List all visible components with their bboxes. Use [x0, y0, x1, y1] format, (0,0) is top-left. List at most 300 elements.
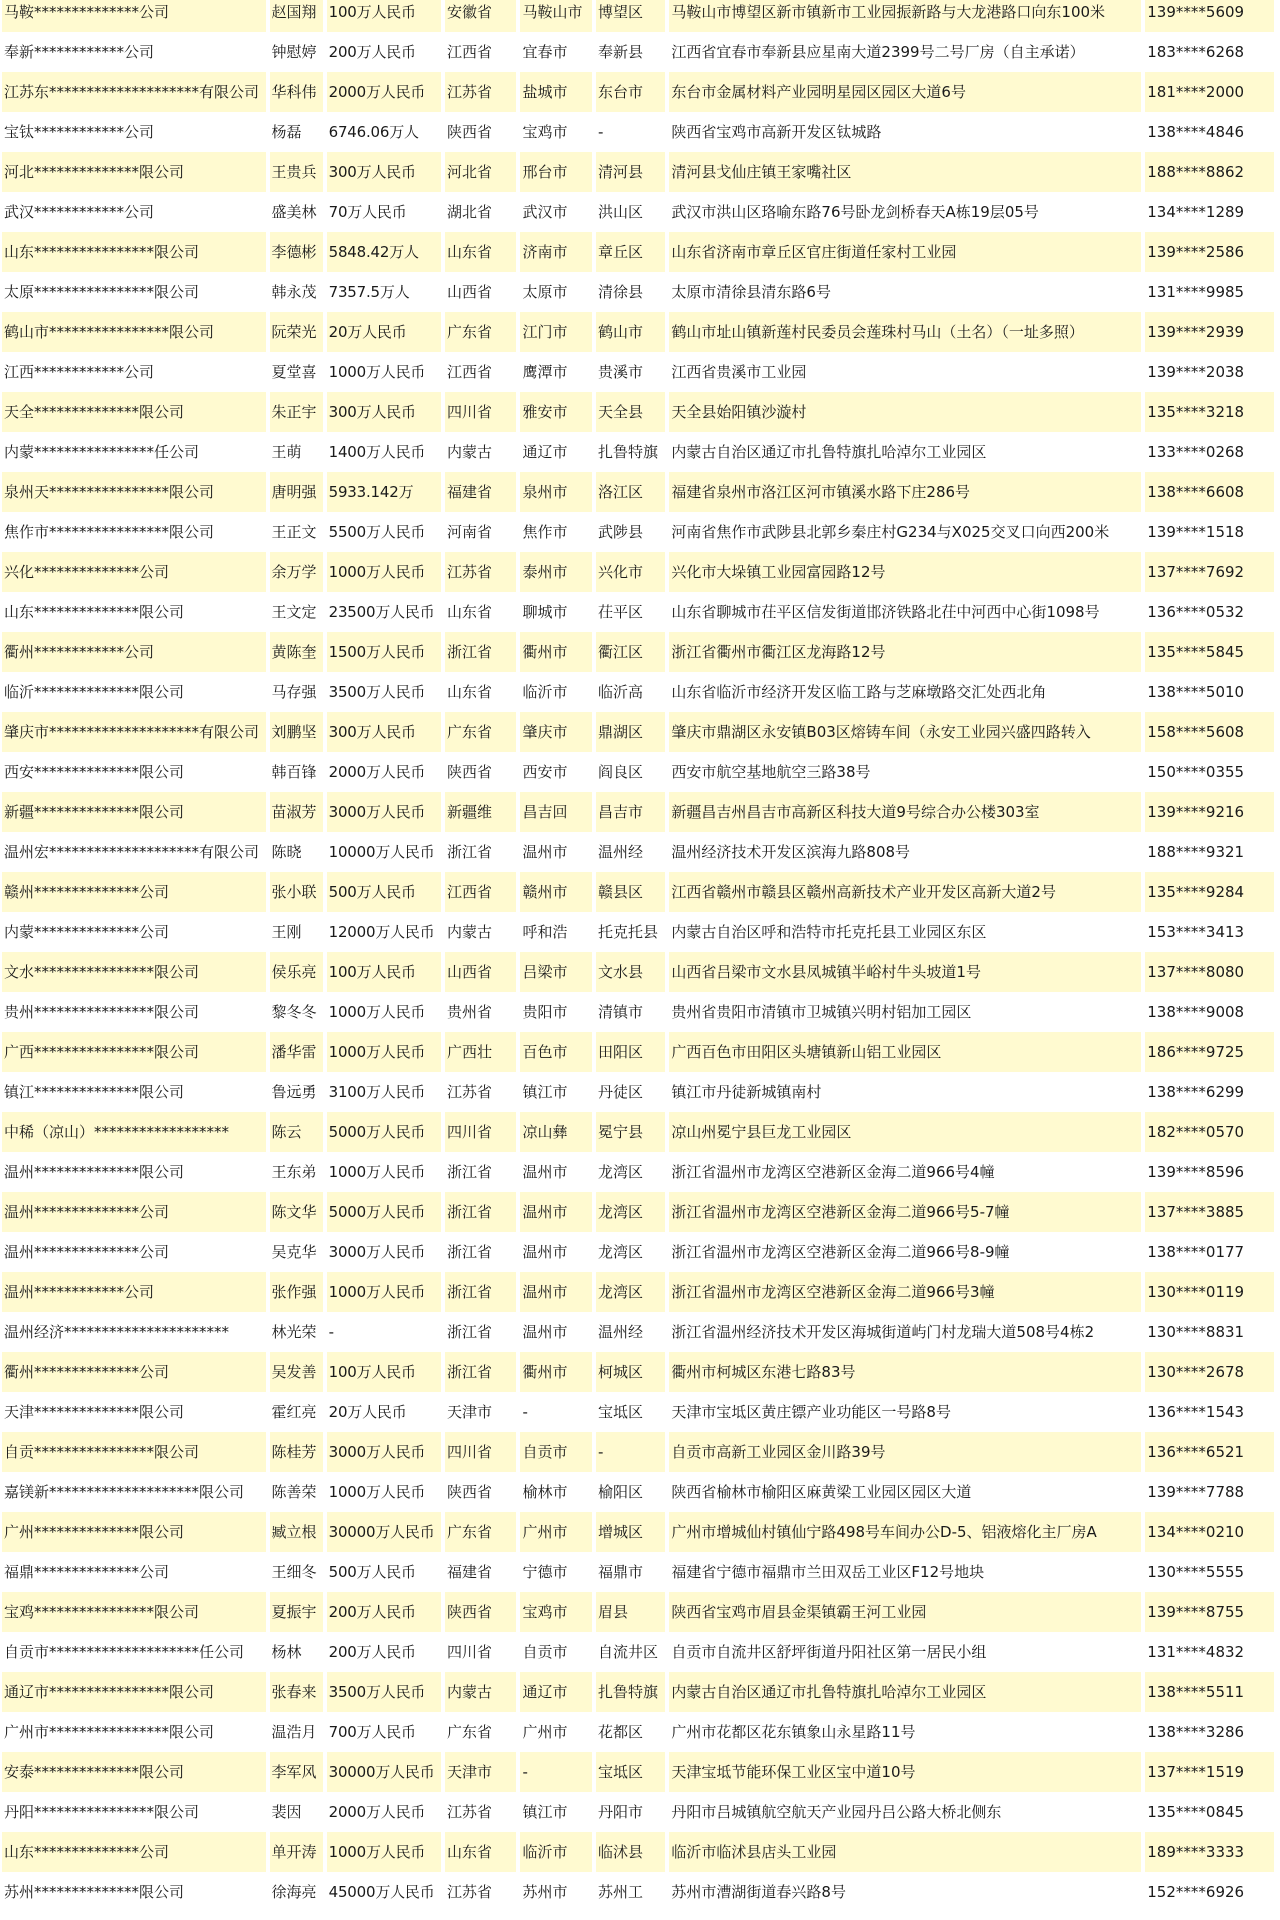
cell-company: 丹阳****************限公司: [2, 1792, 266, 1832]
table-row: [2, 1832, 1274, 1872]
cell-province: 福建省: [445, 1552, 516, 1592]
cell-capital: 1000万人民币: [327, 352, 441, 392]
cell-district: 榆阳区: [596, 1472, 665, 1512]
cell-district: 龙湾区: [596, 1232, 665, 1272]
cell-city: 鹰潭市: [520, 352, 591, 392]
table-row: [2, 392, 1274, 432]
cell-capital: 30000万人民币: [327, 1512, 441, 1552]
cell-phone: 130****8831: [1145, 1312, 1274, 1352]
cell-city: 宝鸡市: [520, 112, 591, 152]
cell-legal-person: 黎冬冬: [270, 992, 323, 1032]
cell-legal-person: 陈善荣: [270, 1472, 323, 1512]
cell-legal-person: 苗淑芳: [270, 792, 323, 832]
cell-province: 陕西省: [445, 1472, 516, 1512]
cell-legal-person: 王细冬: [270, 1552, 323, 1592]
cell-company: 天津**************限公司: [2, 1392, 266, 1432]
cell-province: 河南省: [445, 512, 516, 552]
cell-district: 田阳区: [596, 1032, 665, 1072]
table-row: [2, 512, 1274, 552]
cell-capital: 2000万人民币: [327, 1792, 441, 1832]
cell-company: 安泰**************限公司: [2, 1752, 266, 1792]
cell-company: 天全**************限公司: [2, 392, 266, 432]
cell-province: 浙江省: [445, 1272, 516, 1312]
cell-legal-person: 王刚: [270, 912, 323, 952]
cell-capital: 1000万人民币: [327, 1472, 441, 1512]
cell-phone: 139****8596: [1145, 1152, 1274, 1192]
cell-address: 内蒙古自治区通辽市扎鲁特旗扎哈淖尔工业园区: [669, 1672, 1141, 1712]
cell-capital: 1400万人民币: [327, 432, 441, 472]
cell-district: 贵溪市: [596, 352, 665, 392]
cell-city: 太原市: [520, 272, 591, 312]
cell-city: 泰州市: [520, 552, 591, 592]
table-row: [2, 32, 1274, 72]
cell-address: 江西省赣州市赣县区赣州高新技术产业开发区高新大道2号: [669, 872, 1141, 912]
cell-address: 丹阳市吕城镇航空航天产业园丹吕公路大桥北侧东: [669, 1792, 1141, 1832]
cell-address: 山东省聊城市茌平区信发街道邯济铁路北茌中河西中心街1098号: [669, 592, 1141, 632]
cell-province: 浙江省: [445, 1352, 516, 1392]
cell-capital: 20万人民币: [327, 1392, 441, 1432]
cell-legal-person: 杨磊: [270, 112, 323, 152]
cell-city: 聊城市: [520, 592, 591, 632]
cell-capital: 3000万人民币: [327, 1432, 441, 1472]
cell-phone: 139****9216: [1145, 792, 1274, 832]
table-row: [2, 1712, 1274, 1752]
cell-capital: 2000万人民币: [327, 752, 441, 792]
cell-company: 肇庆市********************有限公司: [2, 712, 266, 752]
cell-legal-person: 杨林: [270, 1632, 323, 1672]
cell-company: 中稀（凉山）******************: [2, 1112, 266, 1152]
cell-city: 江门市: [520, 312, 591, 352]
cell-legal-person: 王东弟: [270, 1152, 323, 1192]
cell-city: 温州市: [520, 832, 591, 872]
cell-phone: 138****0177: [1145, 1232, 1274, 1272]
cell-capital: 3500万人民币: [327, 672, 441, 712]
cell-district: 增城区: [596, 1512, 665, 1552]
table-row: [2, 672, 1274, 712]
cell-legal-person: 唐明强: [270, 472, 323, 512]
cell-province: 江西省: [445, 872, 516, 912]
cell-phone: 135****3218: [1145, 392, 1274, 432]
cell-capital: 1000万人民币: [327, 1272, 441, 1312]
cell-capital: 30000万人民币: [327, 1752, 441, 1792]
cell-phone: 183****6268: [1145, 32, 1274, 72]
table-row: [2, 1112, 1274, 1152]
cell-company: 温州**************公司: [2, 1232, 266, 1272]
cell-province: 山西省: [445, 272, 516, 312]
cell-city: 广州市: [520, 1712, 591, 1752]
cell-city: 贵阳市: [520, 992, 591, 1032]
cell-city: 镇江市: [520, 1792, 591, 1832]
cell-district: 冕宁县: [596, 1112, 665, 1152]
cell-city: 镇江市: [520, 1072, 591, 1112]
cell-legal-person: 裴因: [270, 1792, 323, 1832]
cell-phone: 138****6299: [1145, 1072, 1274, 1112]
cell-legal-person: 华科伟: [270, 72, 323, 112]
cell-city: 临沂市: [520, 672, 591, 712]
cell-phone: 134****0210: [1145, 1512, 1274, 1552]
cell-company: 通辽市****************限公司: [2, 1672, 266, 1712]
cell-phone: 139****8755: [1145, 1592, 1274, 1632]
table-row: [2, 72, 1274, 112]
cell-legal-person: 臧立根: [270, 1512, 323, 1552]
cell-company: 宝钛************公司: [2, 112, 266, 152]
cell-capital: 20万人民币: [327, 312, 441, 352]
cell-phone: 152****6926: [1145, 1872, 1274, 1912]
cell-capital: 12000万人民币: [327, 912, 441, 952]
cell-company: 广州**************限公司: [2, 1512, 266, 1552]
cell-district: 龙湾区: [596, 1272, 665, 1312]
cell-province: 陕西省: [445, 1592, 516, 1632]
cell-capital: 300万人民币: [327, 152, 441, 192]
cell-district: 赣县区: [596, 872, 665, 912]
table-row: [2, 872, 1274, 912]
cell-capital: 300万人民币: [327, 392, 441, 432]
table-row: [2, 792, 1274, 832]
cell-province: 湖北省: [445, 192, 516, 232]
cell-capital: 700万人民币: [327, 1712, 441, 1752]
table-row: [2, 1152, 1274, 1192]
cell-capital: 2000万人民币: [327, 72, 441, 112]
cell-company: 文水****************限公司: [2, 952, 266, 992]
cell-district: 清镇市: [596, 992, 665, 1032]
cell-company: 福鼎**************公司: [2, 1552, 266, 1592]
cell-company: 广西****************限公司: [2, 1032, 266, 1072]
cell-district: 阎良区: [596, 752, 665, 792]
cell-address: 福建省泉州市洛江区河市镇溪水路下庄286号: [669, 472, 1141, 512]
cell-city: 马鞍山市: [520, 0, 591, 32]
cell-district: 洛江区: [596, 472, 665, 512]
cell-company: 温州**************公司: [2, 1192, 266, 1232]
cell-city: 苏州市: [520, 1872, 591, 1912]
cell-company: 山东**************限公司: [2, 592, 266, 632]
table-row: [2, 592, 1274, 632]
cell-phone: 189****3333: [1145, 1832, 1274, 1872]
cell-district: 博望区: [596, 0, 665, 32]
cell-district: 龙湾区: [596, 1152, 665, 1192]
table-row: [2, 1432, 1274, 1472]
cell-capital: 1000万人民币: [327, 1152, 441, 1192]
cell-legal-person: 夏振宇: [270, 1592, 323, 1632]
cell-address: 贵州省贵阳市清镇市卫城镇兴明村铝加工园区: [669, 992, 1141, 1032]
cell-address: 温州经济技术开发区滨海九路808号: [669, 832, 1141, 872]
cell-address: 广州市花都区花东镇象山永星路11号: [669, 1712, 1141, 1752]
cell-phone: 135****0845: [1145, 1792, 1274, 1832]
cell-city: 宝鸡市: [520, 1592, 591, 1632]
table-body: [2, 0, 1274, 1912]
cell-address: 山西省吕梁市文水县凤城镇半峪村牛头坡道1号: [669, 952, 1141, 992]
cell-legal-person: 陈桂芳: [270, 1432, 323, 1472]
cell-province: 陕西省: [445, 752, 516, 792]
cell-phone: 158****5608: [1145, 712, 1274, 752]
cell-address: 天津市宝坻区黄庄镖产业功能区一号路8号: [669, 1392, 1141, 1432]
cell-province: 内蒙古: [445, 432, 516, 472]
cell-address: 浙江省温州市龙湾区空港新区金海二道966号3幢: [669, 1272, 1141, 1312]
cell-capital: 6746.06万人: [327, 112, 441, 152]
cell-company: 自贡市********************任公司: [2, 1632, 266, 1672]
cell-district: 扎鲁特旗: [596, 432, 665, 472]
cell-legal-person: 潘华雷: [270, 1032, 323, 1072]
cell-city: 广州市: [520, 1512, 591, 1552]
cell-company: 衢州************公司: [2, 632, 266, 672]
cell-address: 浙江省温州经济技术开发区海城街道屿门村龙瑞大道508号4栋2: [669, 1312, 1141, 1352]
cell-company: 焦作市****************限公司: [2, 512, 266, 552]
cell-province: 四川省: [445, 1112, 516, 1152]
table-row: [2, 952, 1274, 992]
cell-address: 天全县始阳镇沙漩村: [669, 392, 1141, 432]
cell-legal-person: 张作强: [270, 1272, 323, 1312]
cell-capital: 5000万人民币: [327, 1192, 441, 1232]
cell-province: 四川省: [445, 392, 516, 432]
cell-city: 温州市: [520, 1272, 591, 1312]
table-row: [2, 832, 1274, 872]
cell-district: 柯城区: [596, 1352, 665, 1392]
cell-address: 衢州市柯城区东港七路83号: [669, 1352, 1141, 1392]
cell-phone: 139****2038: [1145, 352, 1274, 392]
cell-legal-person: 马存强: [270, 672, 323, 712]
table-row: [2, 1072, 1274, 1112]
cell-company: 自贡****************限公司: [2, 1432, 266, 1472]
cell-address: 清河县戈仙庄镇王家嘴社区: [669, 152, 1141, 192]
cell-phone: 138****3286: [1145, 1712, 1274, 1752]
cell-capital: 500万人民币: [327, 1552, 441, 1592]
cell-phone: 188****8862: [1145, 152, 1274, 192]
cell-phone: 131****4832: [1145, 1632, 1274, 1672]
cell-company: 衢州**************公司: [2, 1352, 266, 1392]
cell-address: 凉山州冕宁县巨龙工业园区: [669, 1112, 1141, 1152]
cell-phone: 139****7788: [1145, 1472, 1274, 1512]
cell-company: 兴化**************公司: [2, 552, 266, 592]
cell-province: 四川省: [445, 1432, 516, 1472]
cell-district: 温州经: [596, 832, 665, 872]
cell-city: 榆林市: [520, 1472, 591, 1512]
cell-province: 江苏省: [445, 1792, 516, 1832]
cell-phone: 138****6608: [1145, 472, 1274, 512]
cell-legal-person: 刘鹏坚: [270, 712, 323, 752]
cell-district: 宝坻区: [596, 1752, 665, 1792]
cell-province: 浙江省: [445, 1312, 516, 1352]
cell-legal-person: 侯乐亮: [270, 952, 323, 992]
cell-legal-person: 赵国翔: [270, 0, 323, 32]
cell-province: 天津市: [445, 1392, 516, 1432]
cell-province: 江苏省: [445, 1872, 516, 1912]
cell-legal-person: 盛美林: [270, 192, 323, 232]
table-row: [2, 632, 1274, 672]
cell-city: 西安市: [520, 752, 591, 792]
cell-address: 自贡市高新工业园区金川路39号: [669, 1432, 1141, 1472]
cell-legal-person: 吴发善: [270, 1352, 323, 1392]
table-row: [2, 912, 1274, 952]
cell-phone: 137****8080: [1145, 952, 1274, 992]
cell-city: 盐城市: [520, 72, 591, 112]
cell-phone: 134****1289: [1145, 192, 1274, 232]
cell-phone: 138****9008: [1145, 992, 1274, 1032]
cell-address: 山东省济南市章丘区官庄街道任家村工业园: [669, 232, 1141, 272]
table-row: [2, 712, 1274, 752]
cell-address: 浙江省衢州市衢江区龙海路12号: [669, 632, 1141, 672]
cell-province: 四川省: [445, 1632, 516, 1672]
cell-city: 衢州市: [520, 632, 591, 672]
cell-district: 福鼎市: [596, 1552, 665, 1592]
cell-capital: 1500万人民币: [327, 632, 441, 672]
table-row: [2, 232, 1274, 272]
table-row: [2, 152, 1274, 192]
cell-capital: 1000万人民币: [327, 992, 441, 1032]
cell-company: 温州宏********************有限公司: [2, 832, 266, 872]
cell-district: 兴化市: [596, 552, 665, 592]
cell-capital: -: [327, 1312, 441, 1352]
cell-legal-person: 王萌: [270, 432, 323, 472]
cell-company: 温州**************限公司: [2, 1152, 266, 1192]
cell-legal-person: 王正文: [270, 512, 323, 552]
cell-phone: 138****5511: [1145, 1672, 1274, 1712]
cell-address: 河南省焦作市武陟县北郭乡秦庄村G234与X025交叉口向西200米: [669, 512, 1141, 552]
cell-legal-person: 单开涛: [270, 1832, 323, 1872]
table-row: [2, 0, 1274, 32]
cell-company: 武汉************公司: [2, 192, 266, 232]
cell-district: 清徐县: [596, 272, 665, 312]
cell-city: 自贡市: [520, 1632, 591, 1672]
cell-district: -: [596, 1432, 665, 1472]
table-row: [2, 312, 1274, 352]
cell-legal-person: 钟慰婷: [270, 32, 323, 72]
cell-province: 新疆维: [445, 792, 516, 832]
cell-phone: 139****2939: [1145, 312, 1274, 352]
cell-province: 山东省: [445, 592, 516, 632]
cell-province: 河北省: [445, 152, 516, 192]
cell-city: 焦作市: [520, 512, 591, 552]
cell-address: 自贡市自流井区舒坪街道丹阳社区第一居民小组: [669, 1632, 1141, 1672]
cell-address: 肇庆市鼎湖区永安镇B03区熔铸车间（永安工业园兴盛四路转入: [669, 712, 1141, 752]
cell-city: 通辽市: [520, 1672, 591, 1712]
cell-city: 温州市: [520, 1232, 591, 1272]
cell-district: 温州经: [596, 1312, 665, 1352]
cell-district: 龙湾区: [596, 1192, 665, 1232]
cell-city: 武汉市: [520, 192, 591, 232]
cell-province: 山东省: [445, 672, 516, 712]
cell-phone: 153****3413: [1145, 912, 1274, 952]
cell-legal-person: 韩百锋: [270, 752, 323, 792]
table-row: [2, 552, 1274, 592]
cell-district: 鹤山市: [596, 312, 665, 352]
cell-district: 武陟县: [596, 512, 665, 552]
cell-district: 天全县: [596, 392, 665, 432]
cell-district: 鼎湖区: [596, 712, 665, 752]
cell-address: 鹤山市址山镇新莲村民委员会莲珠村马山（土名）（一址多照）: [669, 312, 1141, 352]
cell-address: 广州市增城仙村镇仙宁路498号车间办公D-5、铝液熔化主厂房A: [669, 1512, 1141, 1552]
cell-province: 广西壮: [445, 1032, 516, 1072]
cell-legal-person: 徐海亮: [270, 1872, 323, 1912]
cell-phone: 182****0570: [1145, 1112, 1274, 1152]
table-row: [2, 1232, 1274, 1272]
cell-address: 武汉市洪山区珞喻东路76号卧龙剑桥春天A栋19层05号: [669, 192, 1141, 232]
cell-capital: 100万人民币: [327, 1352, 441, 1392]
cell-district: 丹阳市: [596, 1792, 665, 1832]
cell-address: 陕西省宝鸡市眉县金渠镇霸王河工业园: [669, 1592, 1141, 1632]
cell-district: 清河县: [596, 152, 665, 192]
cell-phone: 186****9725: [1145, 1032, 1274, 1072]
cell-city: 温州市: [520, 1312, 591, 1352]
table-row: [2, 1752, 1274, 1792]
cell-district: 托克托县: [596, 912, 665, 952]
cell-city: 衢州市: [520, 1352, 591, 1392]
cell-city: 宁德市: [520, 1552, 591, 1592]
cell-phone: 130****0119: [1145, 1272, 1274, 1312]
cell-district: 自流井区: [596, 1632, 665, 1672]
cell-district: -: [596, 112, 665, 152]
cell-company: 江西************公司: [2, 352, 266, 392]
cell-legal-person: 张春来: [270, 1672, 323, 1712]
cell-district: 宝坻区: [596, 1392, 665, 1432]
cell-address: 浙江省温州市龙湾区空港新区金海二道966号5-7幢: [669, 1192, 1141, 1232]
table-row: [2, 1192, 1274, 1232]
cell-province: 浙江省: [445, 632, 516, 672]
cell-district: 扎鲁特旗: [596, 1672, 665, 1712]
cell-province: 广东省: [445, 712, 516, 752]
table-row: [2, 192, 1274, 232]
table-row: [2, 992, 1274, 1032]
cell-company: 泉州天****************限公司: [2, 472, 266, 512]
cell-address: 江西省宜春市奉新县应星南大道2399号二号厂房（自主承诺）: [669, 32, 1141, 72]
cell-province: 广东省: [445, 312, 516, 352]
cell-company: 广州市****************限公司: [2, 1712, 266, 1752]
cell-address: 兴化市大垛镇工业园富园路12号: [669, 552, 1141, 592]
cell-capital: 200万人民币: [327, 1632, 441, 1672]
table-row: [2, 1312, 1274, 1352]
cell-city: 通辽市: [520, 432, 591, 472]
cell-address: 浙江省温州市龙湾区空港新区金海二道966号4幢: [669, 1152, 1141, 1192]
cell-province: 浙江省: [445, 1192, 516, 1232]
cell-phone: 130****2678: [1145, 1352, 1274, 1392]
cell-capital: 10000万人民币: [327, 832, 441, 872]
cell-capital: 5848.42万人: [327, 232, 441, 272]
cell-legal-person: 余万学: [270, 552, 323, 592]
cell-address: 太原市清徐县清东路6号: [669, 272, 1141, 312]
cell-province: 内蒙古: [445, 1672, 516, 1712]
cell-company: 内蒙**************公司: [2, 912, 266, 952]
cell-address: 陕西省榆林市榆阳区麻黄梁工业园区园区大道: [669, 1472, 1141, 1512]
cell-city: 吕梁市: [520, 952, 591, 992]
cell-district: 洪山区: [596, 192, 665, 232]
cell-capital: 3500万人民币: [327, 1672, 441, 1712]
cell-province: 江苏省: [445, 1072, 516, 1112]
table-row: [2, 1472, 1274, 1512]
cell-province: 江西省: [445, 32, 516, 72]
cell-phone: 138****4846: [1145, 112, 1274, 152]
cell-company: 临沂**************限公司: [2, 672, 266, 712]
cell-province: 山西省: [445, 952, 516, 992]
cell-capital: 200万人民币: [327, 32, 441, 72]
cell-company: 宝鸡****************限公司: [2, 1592, 266, 1632]
cell-province: 天津市: [445, 1752, 516, 1792]
cell-province: 山东省: [445, 1832, 516, 1872]
cell-capital: 5000万人民币: [327, 1112, 441, 1152]
cell-phone: 181****2000: [1145, 72, 1274, 112]
cell-capital: 5500万人民币: [327, 512, 441, 552]
cell-city: 温州市: [520, 1192, 591, 1232]
cell-company: 鹤山市****************限公司: [2, 312, 266, 352]
cell-legal-person: 王贵兵: [270, 152, 323, 192]
cell-legal-person: 黄陈奎: [270, 632, 323, 672]
table-row: [2, 1872, 1274, 1912]
cell-legal-person: 李军风: [270, 1752, 323, 1792]
cell-district: 眉县: [596, 1592, 665, 1632]
cell-legal-person: 陈云: [270, 1112, 323, 1152]
cell-legal-person: 温浩月: [270, 1712, 323, 1752]
table-row: [2, 1592, 1274, 1632]
table-row: [2, 112, 1274, 152]
cell-company: 新疆**************限公司: [2, 792, 266, 832]
cell-city: 雅安市: [520, 392, 591, 432]
